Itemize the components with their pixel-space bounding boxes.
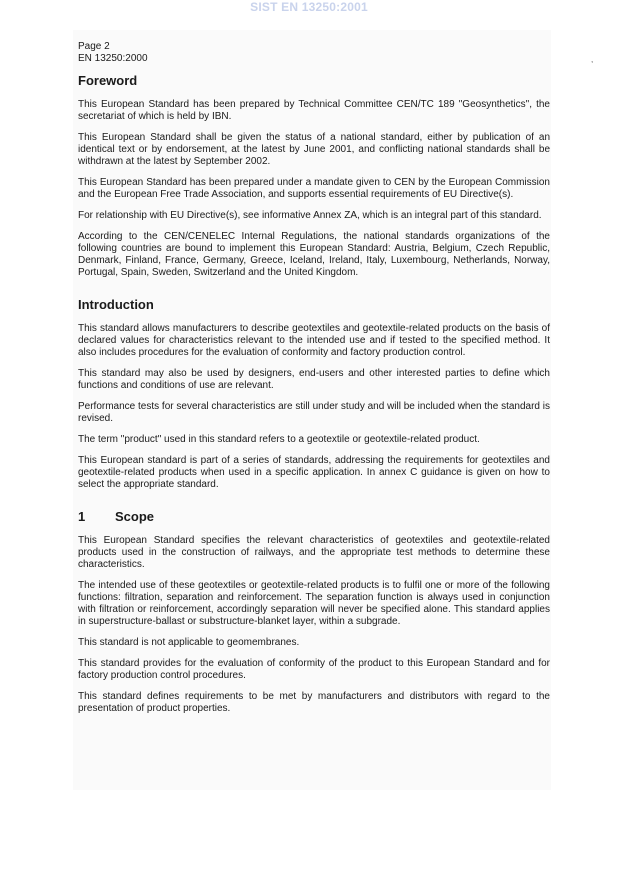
introduction-heading: Introduction <box>78 297 154 312</box>
foreword-heading: Foreword <box>78 73 138 88</box>
foreword-paragraph: This European Standard shall be given the status of a national standard, either by publication of an identical text or by endorsement, at the latest by June 2001, and conflicting national standards shall be withdrawn at the latest by September 2002. <box>78 132 550 167</box>
page-content <box>78 41 550 715</box>
scope-paragraph: This European Standard specifies the relevant characteristics of geotextiles and geotextile-related products used in the construction of railways, and the appropriate test methods to determine these characteristics. <box>78 535 550 570</box>
foreword-paragraph: This European Standard has been prepared by Technical Committee CEN/TC 189 "Geosynthetics", the secretariat of which is held by IBN. <box>78 99 550 122</box>
section-title: Scope <box>115 509 155 524</box>
scope-paragraph: This standard defines requirements to be met by manufacturers and distributors with regard to the presentation of product properties. <box>78 691 550 714</box>
corner-mark: , <box>591 55 594 64</box>
scope-paragraph: This standard is not applicable to geomembranes. <box>78 637 300 648</box>
scope-heading <box>78 509 550 525</box>
section-number: 1 <box>78 509 86 524</box>
foreword-paragraph: According to the CEN/CENELEC Internal Regulations, the national standards organizations of the following countries are bound to implement this European Standard: Austria, Belgium, Czech Republic, Denmark, Finland, France, Germany, Greece, Iceland, Ireland, Italy, Luxembourg, Netherlands, Norway, Portugal, Spain, Sweden, Switzerland and the United Kingdom. <box>78 231 550 278</box>
document-page <box>73 30 594 790</box>
foreword-paragraph: For relationship with EU Directive(s), see informative Annex ZA, which is an integral part of this standard. <box>78 210 542 221</box>
introduction-paragraph: This European standard is part of a series of standards, addressing the requirements for geotextiles and geotextile-related products when used in a specific application. In annex C guidance is given on how to select the appropriate standard. <box>78 455 550 490</box>
scope-paragraph: This standard provides for the evaluation of conformity of the product to this European Standard and for factory production control procedures. <box>78 658 550 681</box>
watermark: SIST EN 13250:2001 <box>250 0 368 14</box>
page-number: Page 2 <box>78 41 110 52</box>
introduction-paragraph: This standard allows manufacturers to describe geotextiles and geotextile-related products on the basis of declared values for characteristics relevant to the intended use and if tested to the specified method. It also includes procedures for the evaluation of conformity and factory production control. <box>78 323 550 358</box>
scope-paragraph: The intended use of these geotextiles or geotextile-related products is to fulfil one or more of the following functions: filtration, separation and reinforcement. The separation function is always used in conjunction with filtration or reinforcement, accordingly separation will never be specified alone. This standard applies in superstructure-ballast or substructure-blanket layer, within a subgrade. <box>78 580 550 627</box>
document-id: EN 13250:2000 <box>78 53 148 64</box>
introduction-paragraph: Performance tests for several characteristics are still under study and will be included when the standard is revised. <box>78 401 550 424</box>
introduction-paragraph: The term "product" used in this standard refers to a geotextile or geotextile-related product. <box>78 434 480 445</box>
introduction-paragraph: This standard may also be used by designers, end-users and other interested parties to define which functions and conditions of use are relevant. <box>78 368 550 391</box>
foreword-paragraph: This European Standard has been prepared under a mandate given to CEN by the European Commission and the European Free Trade Association, and supports essential requirements of EU Directive(s). <box>78 177 550 200</box>
